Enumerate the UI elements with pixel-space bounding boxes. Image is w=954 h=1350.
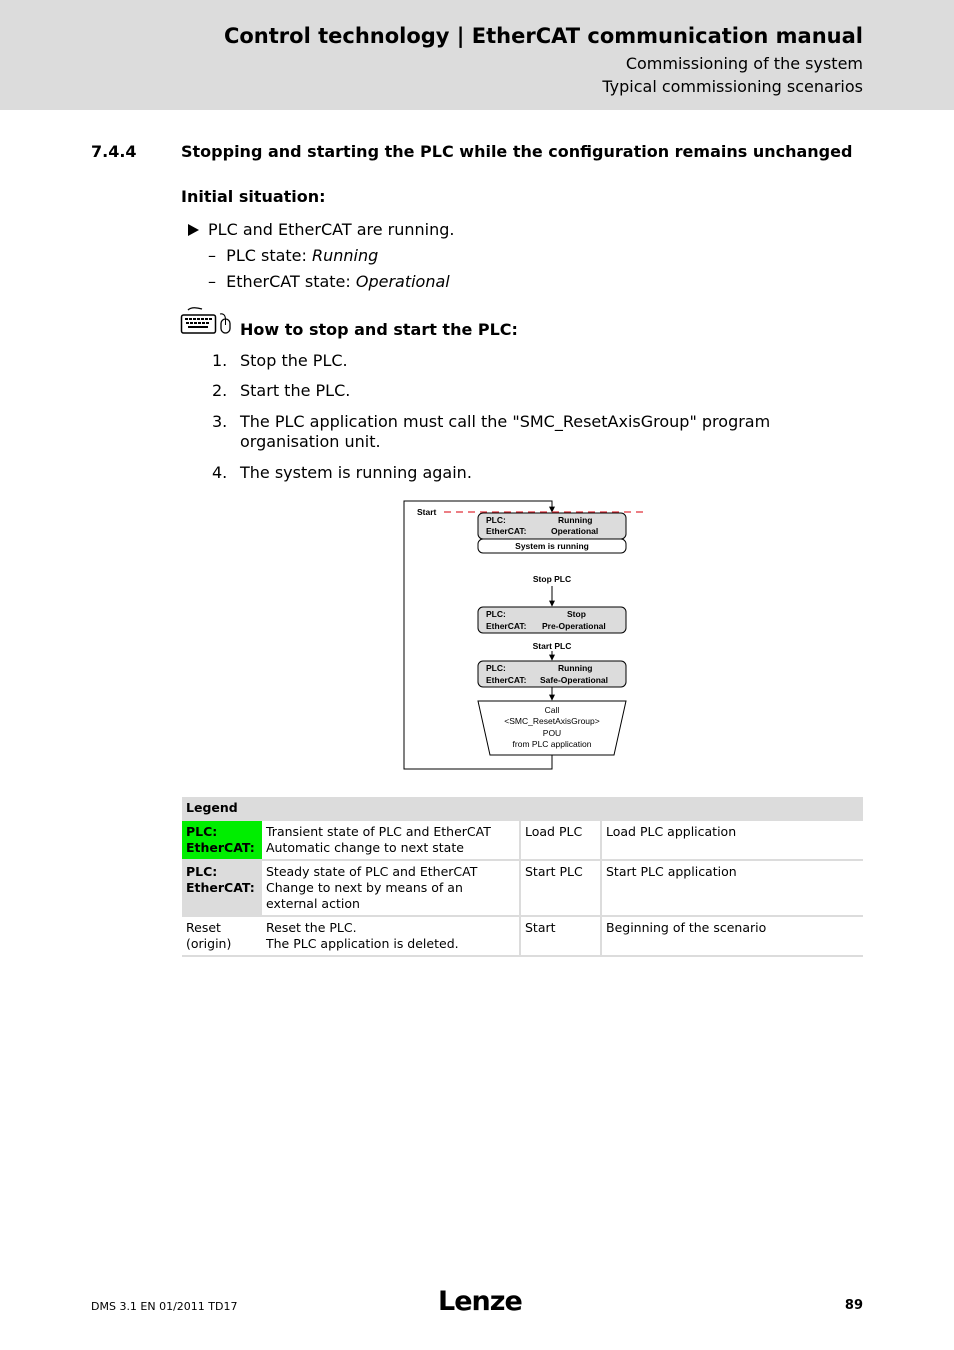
system-running-label: System is running <box>515 541 589 551</box>
legend-row-transient <box>182 821 863 860</box>
legend-swatch-transient: PLC: EtherCAT: <box>182 821 262 860</box>
initial-bullet <box>188 220 454 239</box>
plc-label: PLC: <box>486 609 506 619</box>
legend-reset-label: Reset (origin) <box>182 916 262 956</box>
ethercat-label: EtherCAT: <box>486 621 527 631</box>
start-label: Start <box>417 507 437 517</box>
step-number: 4. <box>212 463 228 482</box>
section-number: 7.4.4 <box>91 142 137 161</box>
state-flow-diagram <box>400 498 650 773</box>
plc-state: Stop <box>567 609 586 619</box>
step-number: 2. <box>212 381 228 400</box>
legend-description: Reset the PLC. The PLC application is deleted. <box>262 916 520 956</box>
initial-situation-heading: Initial situation: <box>181 187 326 206</box>
legend-heading: Legend <box>182 797 863 821</box>
legend-row-steady <box>182 860 863 916</box>
plc-state: Running <box>558 663 593 673</box>
section-title: Stopping and starting the PLC while the configuration remains unchanged <box>181 142 853 161</box>
chapter-subtitle: Commissioning of the system <box>625 54 863 73</box>
legend-description: Transient state of PLC and EtherCAT Automatic change to next state <box>262 821 520 860</box>
plc-state-label: PLC state: <box>226 246 312 265</box>
step-text: The PLC application must call the "SMC_ResetAxisGroup" program organisation unit. <box>240 412 771 451</box>
start-plc-label: Start PLC <box>532 641 572 651</box>
legend-term-meaning: Beginning of the scenario <box>601 916 863 956</box>
legend-term: Load PLC <box>520 821 601 860</box>
step-number: 1. <box>212 351 228 370</box>
keyboard-mouse-icon <box>180 306 234 338</box>
legend-term-meaning: Start PLC application <box>601 860 863 916</box>
legend-row-reset <box>182 916 863 956</box>
call-line-4: from PLC application <box>512 739 592 749</box>
call-line-2: <SMC_ResetAxisGroup> <box>504 716 600 726</box>
ethercat-state-value: Operational <box>355 272 450 291</box>
document-id: DMS 3.1 EN 01/2011 TD17 <box>91 1300 238 1313</box>
ethercat-state-line: – EtherCAT state: Operational <box>208 272 450 291</box>
legend-term: Start PLC <box>520 860 601 916</box>
ethercat-state: Pre-Operational <box>542 621 606 631</box>
initial-bullet-text: PLC and EtherCAT are running. <box>208 220 455 239</box>
step-text: Stop the PLC. <box>240 351 348 370</box>
step-number: 3. <box>212 412 228 431</box>
legend-term-meaning: Load PLC application <box>601 821 863 860</box>
plc-state-line: – PLC state: Running <box>208 246 379 265</box>
legend-table <box>182 797 863 957</box>
legend-swatch-steady: PLC: EtherCAT: <box>182 860 262 916</box>
plc-state: Running <box>558 515 593 525</box>
manual-title: Control technology | EtherCAT communication manual <box>223 24 863 48</box>
step-text: The system is running again. <box>240 463 472 482</box>
ethercat-label: EtherCAT: <box>486 675 527 685</box>
ethercat-state-label: EtherCAT state: <box>226 272 356 291</box>
stop-plc-label: Stop PLC <box>532 574 572 584</box>
ethercat-label: EtherCAT: <box>486 526 527 536</box>
step-text: Start the PLC. <box>240 381 351 400</box>
section-subtitle: Typical commissioning scenarios <box>602 77 863 96</box>
ethercat-state: Safe-Operational <box>540 675 609 685</box>
page-header <box>0 0 954 110</box>
ethercat-state: Operational <box>551 526 599 536</box>
page-number: 89 <box>844 1298 863 1313</box>
plc-label: PLC: <box>486 663 506 673</box>
legend-description: Steady state of PLC and EtherCAT Change to next by means of an external action <box>262 860 520 916</box>
legend-term: Start <box>520 916 601 956</box>
lenze-logo: Lenze <box>438 1286 522 1317</box>
triangle-bullet-icon <box>188 224 199 236</box>
plc-state-value: Running <box>312 246 379 265</box>
plc-label: PLC: <box>486 515 506 525</box>
call-line-3: POU <box>542 728 562 738</box>
call-line-1: Call <box>544 705 560 715</box>
howto-heading: How to stop and start the PLC: <box>240 320 518 339</box>
